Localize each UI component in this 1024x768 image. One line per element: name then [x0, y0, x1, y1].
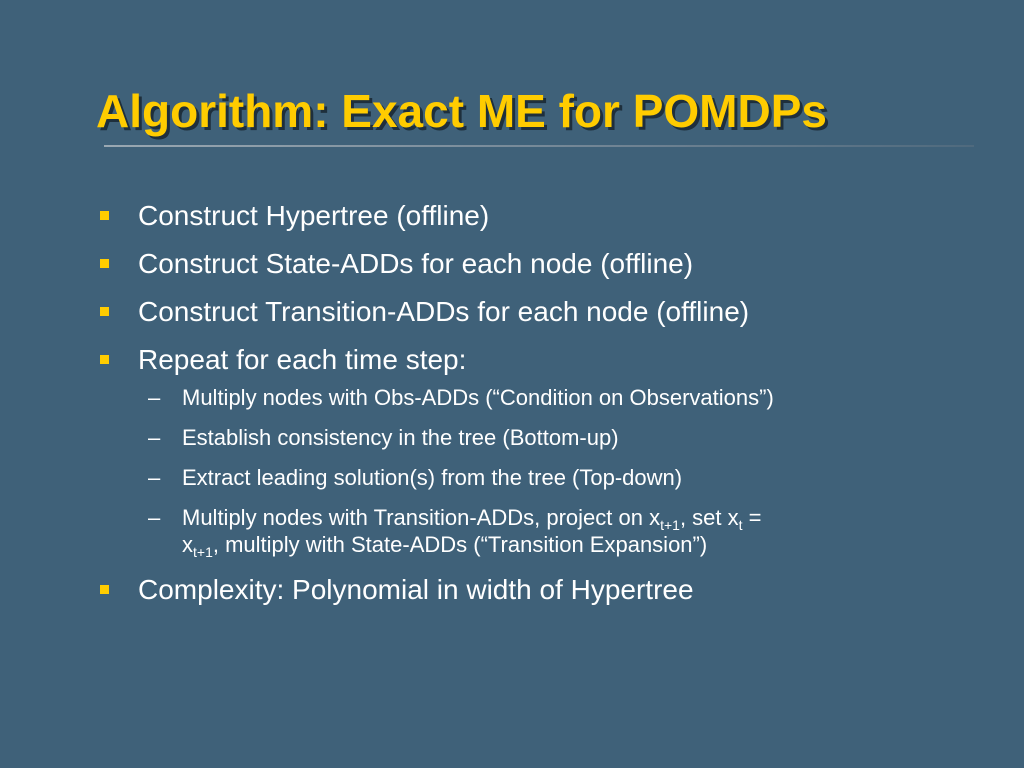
dash-bullet-icon: – [148, 425, 161, 450]
bullet-item [98, 336, 978, 384]
bullet-list [98, 192, 978, 614]
square-bullet-icon [100, 259, 109, 268]
dash-bullet-icon: – [148, 385, 161, 410]
sub-bullet-item [98, 464, 978, 491]
dash-bullet-icon: – [148, 505, 161, 530]
square-bullet-icon [100, 211, 109, 220]
bullet-text: Complexity: Polynomial in width of Hypertree [138, 574, 694, 605]
bullet-item [98, 288, 978, 336]
sub-bullet-list [98, 384, 978, 558]
sub-bullet-text-line-1: Multiply nodes with Transition-ADDs, project on $x_{t+1}$, set $x_t$ = [182, 505, 762, 533]
sub-bullet-item [98, 384, 978, 411]
bullet-text: Construct Transition-ADDs for each node (offline) [138, 296, 750, 327]
title-underline [104, 145, 974, 147]
bullet-item [98, 192, 978, 240]
subscript: t+1 [193, 544, 213, 560]
square-bullet-icon [100, 585, 109, 594]
bullet-item [98, 240, 978, 288]
bullet-text: Repeat for each time step: [138, 344, 467, 375]
sub-bullet-text: Establish consistency in the tree (Bottom-up) [182, 425, 619, 450]
bullet-text: Construct State-ADDs for each node (offline) [138, 248, 694, 279]
sub-bullet-text: Multiply nodes with Obs-ADDs (“Condition on Observations”) [182, 385, 774, 410]
square-bullet-icon [100, 307, 109, 316]
dash-bullet-icon: – [148, 465, 161, 490]
square-bullet-icon [100, 355, 109, 364]
sub-bullet-text: Extract leading solution(s) from the tree (Top-down) [182, 465, 683, 490]
subscript: t [738, 517, 743, 533]
bullet-text: Construct Hypertree (offline) [138, 200, 490, 231]
bullet-item [98, 566, 978, 614]
slide-title: Algorithm: Exact ME for POMDPs [96, 85, 827, 137]
sub-bullet-item [98, 504, 978, 558]
sub-bullet-text-line-2: $x_{t+1}$, multiply with State-ADDs (“Transition Expansion”) [182, 532, 708, 560]
sub-bullet-item [98, 424, 978, 451]
subscript: t+1 [660, 517, 680, 533]
